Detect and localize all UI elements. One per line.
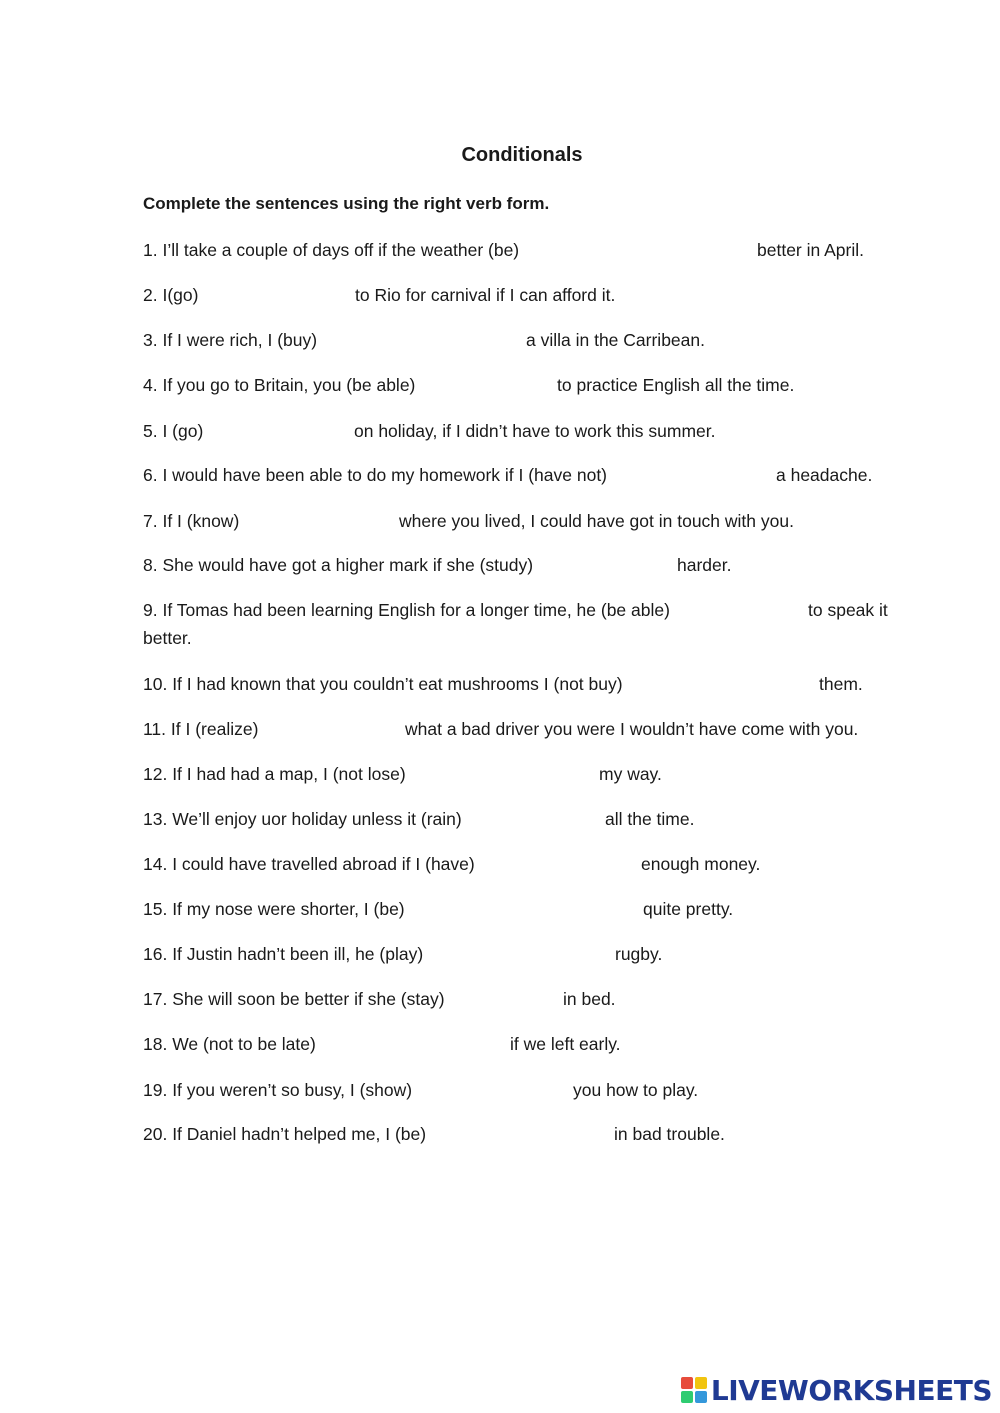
- answer-gap[interactable]: [659, 670, 815, 696]
- question-text: 4. If you go to Britain, you (be able): [143, 375, 416, 395]
- question-6: [143, 461, 873, 489]
- question-continuation: to Rio for carnival if I can afford it.: [355, 285, 616, 305]
- question-10: [143, 670, 863, 698]
- question-continuation: quite pretty.: [643, 899, 734, 919]
- liveworksheets-icon: [681, 1377, 707, 1403]
- question-4: [143, 371, 795, 399]
- question-text: 3. If I were rich, I (buy): [143, 330, 318, 350]
- question-text: 8. She would have got a higher mark if she (study): [143, 555, 534, 575]
- question-continuation: in bed.: [563, 989, 616, 1009]
- answer-gap[interactable]: [249, 507, 395, 533]
- question-2: [143, 281, 616, 309]
- answer-gap[interactable]: [447, 1120, 611, 1146]
- question-11: [143, 715, 859, 743]
- question-text: 20. If Daniel hadn’t helped me, I (be): [143, 1124, 427, 1144]
- question-text: 17. She will soon be better if she (stay): [143, 989, 445, 1009]
- question-text: 11. If I (realize): [143, 719, 259, 739]
- question-continuation: a headache.: [776, 465, 873, 485]
- question-continuation: where you lived, I could have got in touch with you.: [399, 511, 794, 531]
- question-continuation: my way.: [599, 764, 662, 784]
- question-1: [143, 236, 864, 264]
- question-text: 10. If I had known that you couldn’t eat mushrooms I (not buy): [143, 674, 623, 694]
- answer-gap[interactable]: [209, 417, 349, 443]
- question-20: [143, 1120, 725, 1148]
- question-8: [143, 551, 732, 579]
- question-continuation: harder.: [677, 555, 732, 575]
- answer-gap[interactable]: [425, 895, 639, 921]
- question-19: [143, 1076, 699, 1104]
- question-continuation: if we left early.: [510, 1034, 621, 1054]
- question-continuation: in bad trouble.: [614, 1124, 725, 1144]
- question-continuation: them.: [819, 674, 863, 694]
- question-continuation: on holiday, if I didn’t have to work this summer.: [354, 421, 716, 441]
- question-text: 7. If I (know): [143, 511, 240, 531]
- question-18: [143, 1030, 621, 1058]
- answer-gap[interactable]: [433, 1076, 569, 1102]
- question-text: 5. I (go): [143, 421, 204, 441]
- question-continuation: you how to play.: [573, 1080, 699, 1100]
- question-continuation: to practice English all the time.: [557, 375, 795, 395]
- question-text: 12. If I had had a map, I (not lose): [143, 764, 406, 784]
- question-12: [143, 760, 662, 788]
- question-continuation: better in April.: [757, 240, 864, 260]
- question-text: 19. If you weren’t so busy, I (show): [143, 1080, 413, 1100]
- answer-gap[interactable]: [465, 985, 559, 1011]
- answer-gap[interactable]: [421, 760, 595, 786]
- question-continuation: enough money.: [641, 854, 761, 874]
- answer-gap[interactable]: [435, 371, 553, 397]
- question-5: [143, 417, 716, 445]
- question-text: 16. If Justin hadn’t been ill, he (play): [143, 944, 424, 964]
- question-text: 14. I could have travelled abroad if I (have): [143, 854, 475, 874]
- question-text: 13. We’ll enjoy uor holiday unless it (rain): [143, 809, 462, 829]
- question-continuation: all the time.: [605, 809, 695, 829]
- answer-gap[interactable]: [487, 805, 601, 831]
- question-text: 1. I’ll take a couple of days off if the weather (be): [143, 240, 520, 260]
- question-text: 2. I(go): [143, 285, 199, 305]
- question-9: [143, 596, 888, 624]
- answer-gap[interactable]: [553, 236, 753, 262]
- question-text: 15. If my nose were shorter, I (be): [143, 899, 405, 919]
- question-13: [143, 805, 695, 833]
- question-3: [143, 326, 705, 354]
- question-continuation: rugby.: [615, 944, 663, 964]
- question-15: [143, 895, 734, 923]
- question-continuation: to speak it: [808, 600, 888, 620]
- brand-text: LIVEWORKSHEETS: [710, 1373, 992, 1407]
- question-7: [143, 507, 794, 535]
- question-continuation: what a bad driver you were I wouldn’t have come with you.: [405, 719, 859, 739]
- question-17: [143, 985, 616, 1013]
- answer-gap[interactable]: [553, 551, 673, 577]
- answer-gap[interactable]: [333, 326, 523, 352]
- liveworksheets-logo: [681, 1373, 992, 1407]
- question-text: 9. If Tomas had been learning English for a longer time, he (be able): [143, 600, 670, 620]
- answer-gap[interactable]: [639, 461, 771, 487]
- answer-gap[interactable]: [269, 715, 401, 741]
- question-text: 18. We (not to be late): [143, 1034, 316, 1054]
- question-14: [143, 850, 761, 878]
- instruction: Complete the sentences using the right verb form.: [143, 194, 550, 213]
- answer-gap[interactable]: [497, 850, 637, 876]
- question-9-continuation: better.: [143, 628, 192, 648]
- question-text: 6. I would have been able to do my homework if I (have not): [143, 465, 608, 485]
- answer-gap[interactable]: [333, 1030, 505, 1056]
- question-continuation: a villa in the Carribean.: [526, 330, 705, 350]
- answer-gap[interactable]: [205, 281, 350, 307]
- question-16: [143, 940, 663, 968]
- answer-gap[interactable]: [443, 940, 611, 966]
- answer-gap[interactable]: [699, 596, 804, 622]
- page-title: Conditionals: [461, 144, 583, 166]
